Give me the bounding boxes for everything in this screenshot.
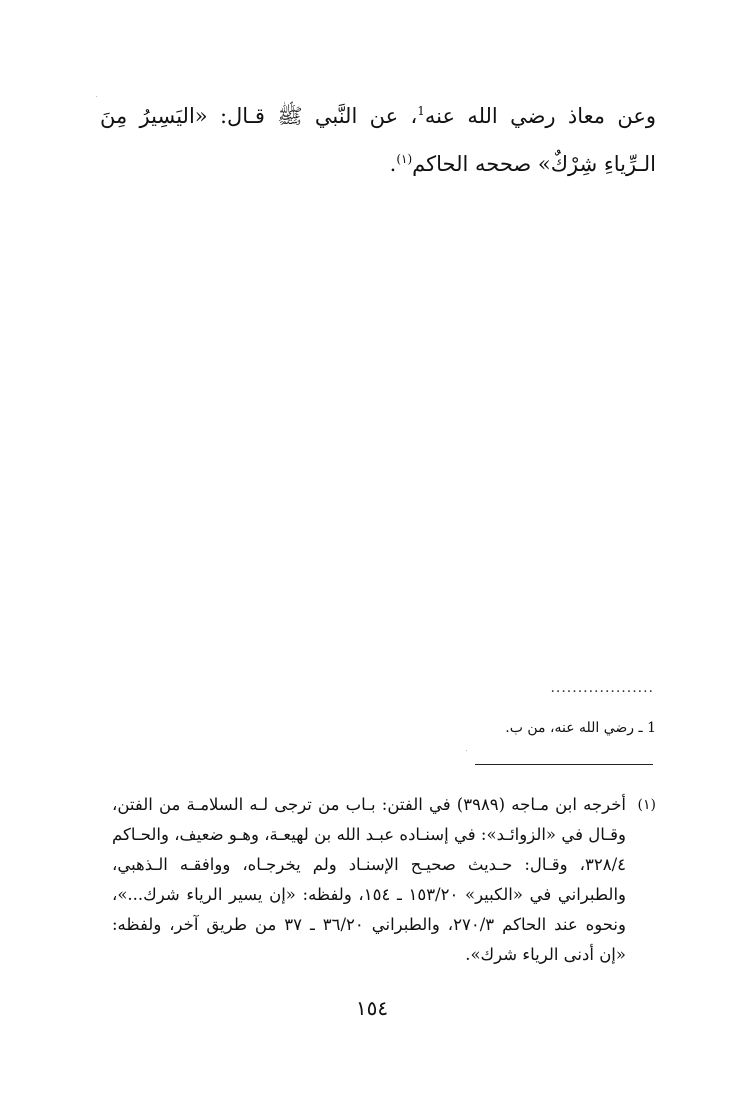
main-text-end: .	[389, 152, 397, 176]
main-paragraph	[100, 92, 656, 188]
main-text-before: وعن معاذ رضي الله عنه	[424, 104, 656, 128]
dotted-divider: ...................	[550, 680, 654, 696]
page-number: ١٥٤	[355, 996, 389, 1020]
main-text-after: ، عن النَّبي ﷺ قـال: «اليَسِيرُ مِنَ الـرِّياءِ شِرْكٌ» صححه الحاكم	[100, 104, 656, 176]
scan-speck	[466, 750, 467, 751]
footnote-reference: (١)	[396, 152, 413, 166]
scan-speck	[96, 96, 97, 97]
footnote-separator	[475, 764, 653, 765]
variant-marker: 1	[417, 104, 425, 118]
variant-note: 1 ـ رضي الله عنه، من ب.	[505, 720, 656, 736]
footnote-block	[112, 790, 656, 970]
footnote-text: أخرجه ابن مـاجه (٣٩٨٩) في الفتن: بـاب من ترجى لـه السلامـة من الفتن، وقـال في «الزوائـد»: في إسنـاده عبـد الله بن لهيعـة، وهـو ضعيف، والحـاكم ٣٢٨/٤، وقـال: حـديث صحيـح الإسنـاد ولم يخرجـاه، ووافقـه الـذهبي، والطبراني في «الكبير» ١٥٣/٢٠ ـ ١٥٤، ولفظه: «إن يسير الرياء شرك...»، ونحوه عند الحاكم ٢٧٠/٣، والطبراني ٣٦/٢٠ ـ ٣٧ من طريق آخر، ولفظه: «إن أدنى الرياء شرك».	[112, 795, 626, 964]
footnote-marker: (١)	[637, 797, 656, 813]
